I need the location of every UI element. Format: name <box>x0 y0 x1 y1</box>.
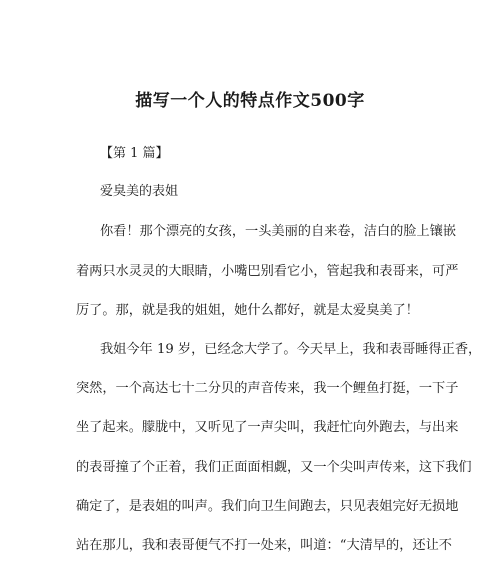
section-label: 【第 1 篇】 <box>100 146 169 161</box>
essay-subtitle: 爱臭美的表姐 <box>100 184 179 199</box>
paragraph-line: 着两只水灵灵的大眼睛，小嘴巴别看它小，管起我和表哥来，可严 <box>76 264 459 279</box>
paragraph-line: 突然，一个高达七十二分贝的声音传来，我一个鲤鱼打挺，一下子 <box>76 381 459 396</box>
paragraph-line: 我姐今年 19 岁，已经念大学了。今天早上，我和表哥睡得正香， <box>100 342 482 357</box>
paragraph-line: 厉了。那，就是我的姐姐，她什么都好，就是太爱臭美了！ <box>76 303 419 318</box>
paragraph-line: 确定了，是表姐的叫声。我们向卫生间跑去，只见表姐完好无损地 <box>76 499 459 514</box>
paragraph-line: 站在那儿，我和表哥便气不打一处来，叫道：“大清早的，还让不 <box>76 538 452 553</box>
document-title: 描写一个人的特点作文500字 <box>135 91 365 111</box>
paragraph-line: 坐了起来。朦胧中，又听见了一声尖叫，我赶忙向外跑去，与出来 <box>76 420 459 435</box>
paragraph-line: 的表哥撞了个正着，我们正面面相觑，又一个尖叫声传来，这下我们 <box>76 460 472 475</box>
paragraph-line: 你看！那个漂亮的女孩，一头美丽的自来卷，洁白的脸上镶嵌 <box>100 224 457 239</box>
